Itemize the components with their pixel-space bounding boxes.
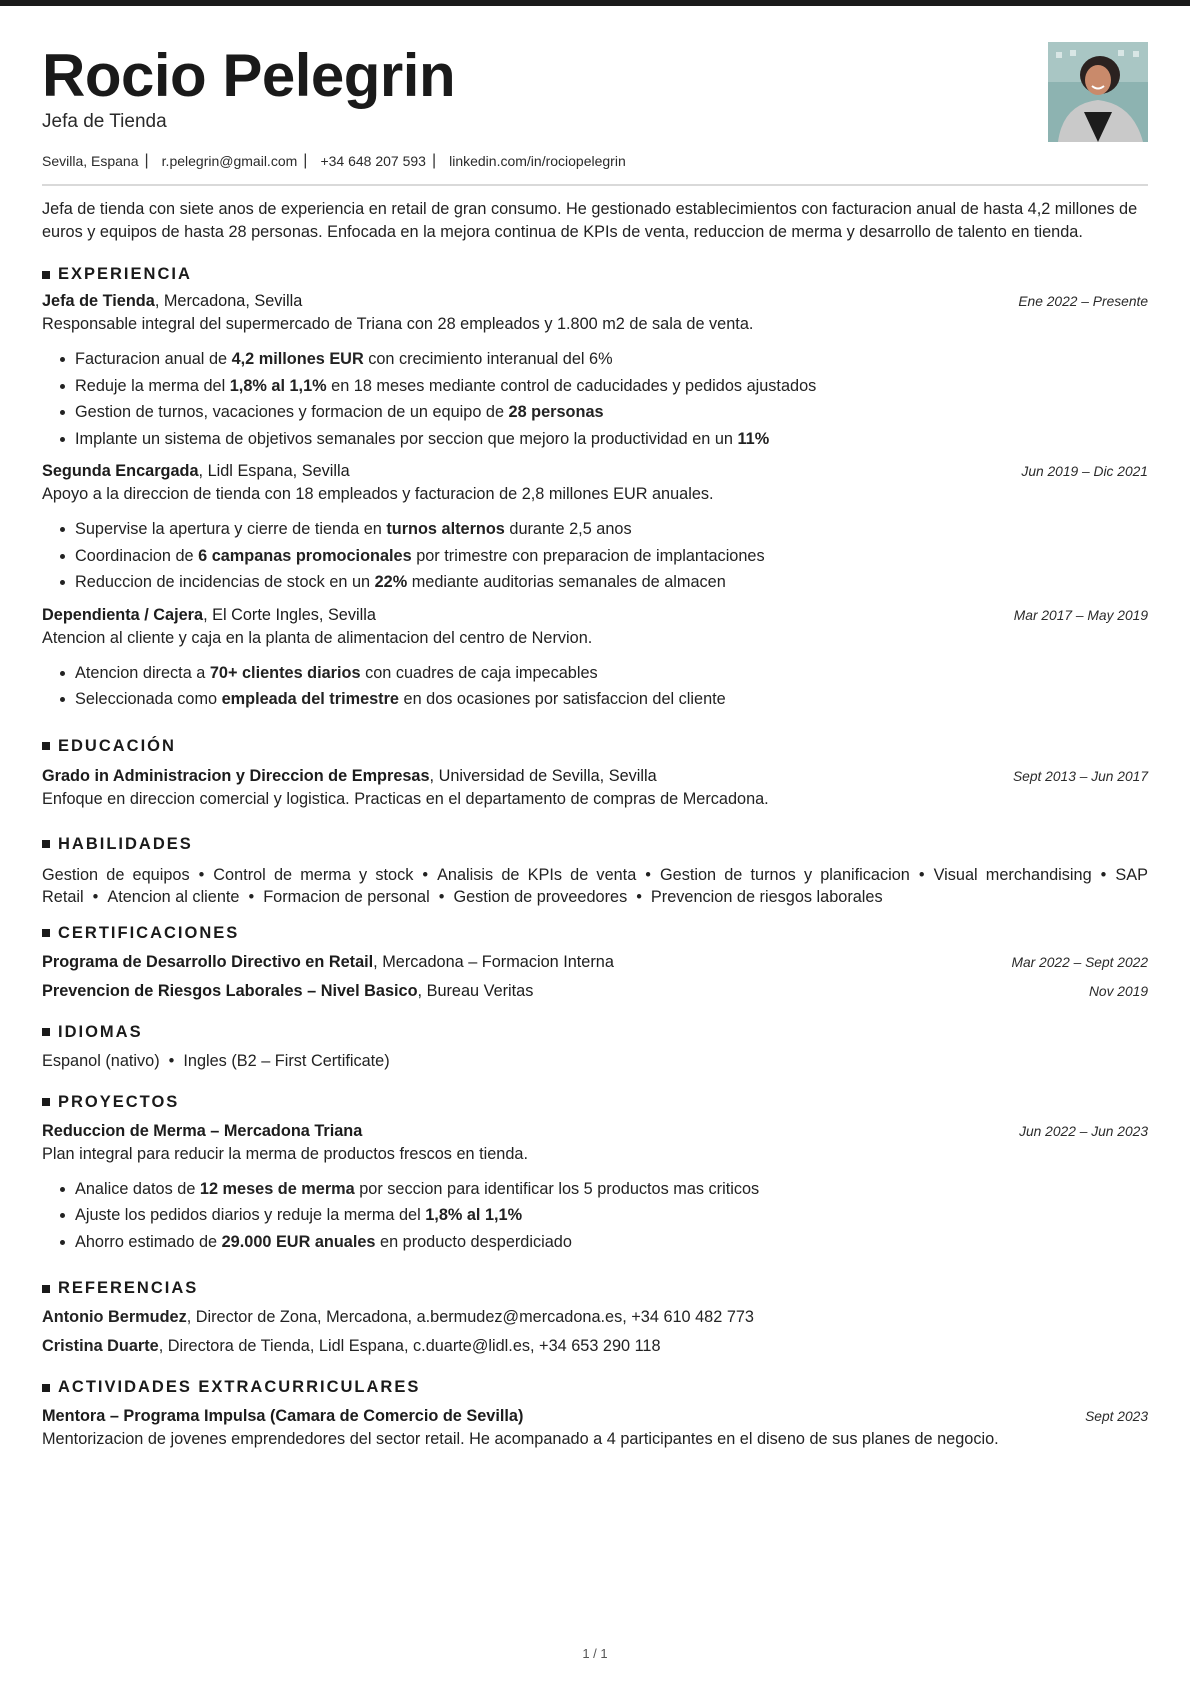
resume-header [42, 0, 1148, 186]
job-description: Responsable integral del supermercado de Triana con 28 empleados y 1.800 m2 de sala de venta. [42, 315, 754, 333]
resume-page [42, 0, 1148, 1451]
job-date: Jun 2019 – Dic 2021 [1021, 464, 1148, 479]
reference-item [42, 1335, 1148, 1358]
bullet-item: Seleccionada como empleada del trimestre en dos ocasiones por satisfaccion del cliente [75, 686, 1148, 713]
section-references-heading [42, 1279, 1148, 1298]
job-role: Segunda Encargada [42, 462, 199, 480]
bullet-item: Coordinacion de 6 campanas promocionales por trimestre con preparacion de implantaciones [75, 543, 1148, 570]
project-date: Jun 2022 – Jun 2023 [1019, 1123, 1148, 1139]
skill-item: Control de merma y stock [213, 865, 414, 884]
contact-separator: | [303, 152, 308, 169]
certification-name: Prevencion de Riesgos Laborales – Nivel Basico [42, 981, 418, 1000]
language-item: Espanol (nativo) [42, 1051, 160, 1070]
reference-details: , Director de Zona, Mercadona, a.bermudez@mercadona.es, +34 610 482 773 [186, 1308, 754, 1326]
skill-item: Analisis de KPIs de venta [437, 865, 637, 884]
job-bullets [42, 660, 1148, 713]
reference-details: , Directora de Tienda, Lidl Espana, c.duarte@lidl.es, +34 653 290 118 [158, 1337, 661, 1355]
reference-name: Cristina Duarte [42, 1337, 159, 1355]
job-role: Dependienta / Cajera [42, 605, 204, 624]
candidate-name: Rocio Pelegrin [42, 42, 456, 109]
skill-item: Formacion de personal [263, 887, 430, 906]
bullet-item: Supervise la apertura y cierre de tienda en turnos alternos durante 2,5 anos [75, 516, 1148, 543]
contact-email[interactable]: r.pelegrin@gmail.com [161, 153, 298, 169]
section-square-icon [42, 1384, 50, 1392]
bullet-item: Facturacion anual de 4,2 millones EUR con crecimiento interanual del 6% [75, 346, 1148, 373]
bullet-item: Reduje la merma del 1,8% al 1,1% en 18 meses mediante control de caducidades y pedidos ajustados [75, 373, 1148, 400]
section-title-text: EXPERIENCIA [58, 265, 192, 283]
skill-item: Atencion al cliente [107, 887, 240, 906]
skill-item: SAP Retail [42, 865, 1148, 906]
bullet-item: Analice datos de 12 meses de merma por seccion para identificar los 5 productos mas criticos [75, 1176, 1148, 1203]
activity-description: Mentorizacion de jovenes emprendedores del sector retail. He acompanado a 4 participantes en el diseno de sus planes de negocio. [42, 1430, 999, 1448]
experience-entry [42, 290, 1148, 452]
reference-item [42, 1306, 1148, 1329]
section-square-icon [42, 1098, 50, 1106]
contact-phone[interactable]: +34 648 207 593 [320, 153, 426, 169]
job-date: Mar 2017 – May 2019 [1013, 607, 1148, 623]
section-title-text: CERTIFICACIONES [58, 923, 240, 942]
profile-photo-image [1048, 42, 1148, 142]
section-square-icon [42, 929, 50, 937]
section-square-icon [42, 1028, 50, 1036]
certification-item [42, 951, 1148, 974]
section-square-icon [42, 271, 50, 279]
job-org: , Mercadona, Sevilla [154, 292, 303, 310]
contact-separator: | [144, 152, 149, 169]
bullet-item: Ahorro estimado de 29.000 EUR anuales en producto desperdiciado [75, 1229, 1148, 1256]
contact-location: Sevilla, Espana [42, 153, 139, 169]
candidate-title: Jefa de Tienda [42, 111, 167, 132]
professional-summary: Jefa de tienda con siete anos de experiencia en retail de gran consumo. He gestionado establecimientos con facturacion anual de hasta 4,2 millones de euros y equipos de hasta 28 personas. Enfocada en la mejora continua de KPIs de venta, reduccion de merma y desarrollo de talento en tienda. [42, 200, 1138, 241]
section-title-text: IDIOMAS [58, 1022, 143, 1041]
job-org: , Lidl Espana, Sevilla [198, 462, 350, 480]
certification-item [42, 980, 1148, 1003]
education-description: Enfoque en direccion comercial y logistica. Practicas en el departamento de compras de Mercadona. [42, 789, 769, 808]
section-projects-heading [42, 1093, 1148, 1112]
activity-title: Mentora – Programa Impulsa (Camara de Comercio de Sevilla) [42, 1407, 524, 1425]
skill-item: Visual merchandising [933, 865, 1092, 884]
job-role: Jefa de Tienda [42, 292, 155, 310]
job-date: Ene 2022 – Presente [1018, 294, 1148, 309]
experience-entry [42, 604, 1148, 713]
job-description: Apoyo a la direccion de tienda con 18 empleados y facturacion de 2,8 millones EUR anuales. [42, 485, 714, 503]
section-languages-heading [42, 1023, 1148, 1042]
project-title: Reduccion de Merma – Mercadona Triana [42, 1121, 363, 1140]
education-date: Sept 2013 – Jun 2017 [1012, 768, 1148, 784]
contact-line [42, 152, 626, 170]
contact-linkedin[interactable]: linkedin.com/in/rociopelegrin [449, 153, 626, 169]
contact-separator: | [431, 152, 437, 169]
section-title-text: HABILIDADES [58, 834, 193, 853]
reference-name: Antonio Bermudez [42, 1308, 187, 1326]
section-experience-heading [42, 265, 1148, 284]
section-square-icon [42, 840, 50, 848]
section-square-icon [42, 1285, 50, 1293]
languages-list: Espanol (nativo) • Ingles (B2 – First Certificate) [42, 1051, 390, 1070]
section-title-text: PROYECTOS [58, 1092, 180, 1111]
project-description: Plan integral para reducir la merma de productos frescos en tienda. [42, 1144, 528, 1163]
job-description: Atencion al cliente y caja en la planta de alimentacion del centro de Nervion. [42, 628, 593, 647]
section-title-text: ACTIVIDADES EXTRACURRICULARES [58, 1378, 421, 1396]
certification-issuer: , Bureau Veritas [417, 981, 534, 1000]
project-bullets [42, 1176, 1148, 1256]
bullet-item: Atencion directa a 70+ clientes diarios con cuadres de caja impecables [75, 660, 1148, 687]
bullet-item: Reduccion de incidencias de stock en un 22% mediante auditorias semanales de almacen [75, 569, 1148, 596]
activity-date: Sept 2023 [1085, 1409, 1148, 1424]
section-certifications-heading [42, 924, 1148, 943]
school-name: , Universidad de Sevilla, Sevilla [429, 766, 657, 785]
job-bullets [42, 516, 1148, 596]
section-title-text: REFERENCIAS [58, 1279, 199, 1297]
degree-name: Grado in Administracion y Direccion de Empresas [42, 766, 430, 785]
section-square-icon [42, 742, 50, 750]
page-number: 1 / 1 [582, 1646, 608, 1661]
project-entry [42, 1120, 1148, 1256]
skill-item: Prevencion de riesgos laborales [650, 887, 883, 906]
profile-photo [1048, 42, 1148, 142]
job-org: , El Corte Ingles, Sevilla [203, 605, 376, 624]
skill-item: Gestion de proveedores [453, 887, 628, 906]
bullet-item: Ajuste los pedidos diarios y reduje la merma del 1,8% al 1,1% [75, 1202, 1148, 1229]
certification-issuer: , Mercadona – Formacion Interna [373, 952, 614, 971]
job-bullets [42, 346, 1148, 452]
bullet-item: Gestion de turnos, vacaciones y formacion de un equipo de 28 personas [75, 399, 1148, 426]
skills-list: Gestion de equipos • Control de merma y stock • Analisis de KPIs de venta • Gestion de turnos y planificacion • Visual merchandising • SAP Retail • Atencion al cliente • Formacion de personal • Gestion de proveedores • Prevencion de riesgos laborales [42, 865, 1148, 906]
section-extracurricular-heading [42, 1378, 1148, 1397]
section-skills-heading [42, 835, 1148, 854]
extracurricular-entry [42, 1405, 1148, 1451]
education-entry [42, 765, 1148, 811]
section-education-heading [42, 737, 1148, 756]
certification-name: Programa de Desarrollo Directivo en Retail [42, 952, 374, 971]
skill-item: Gestion de equipos [42, 865, 190, 884]
language-item: Ingles (B2 – First Certificate) [183, 1051, 390, 1070]
bullet-item: Implante un sistema de objetivos semanales por seccion que mejoro la productividad en un 11% [75, 426, 1148, 453]
section-title-text: EDUCACIÓN [58, 736, 176, 755]
skill-item: Gestion de turnos y planificacion [659, 865, 910, 884]
certification-date: Mar 2022 – Sept 2022 [1011, 954, 1148, 970]
certification-date: Nov 2019 [1088, 983, 1148, 999]
experience-entry [42, 460, 1148, 596]
